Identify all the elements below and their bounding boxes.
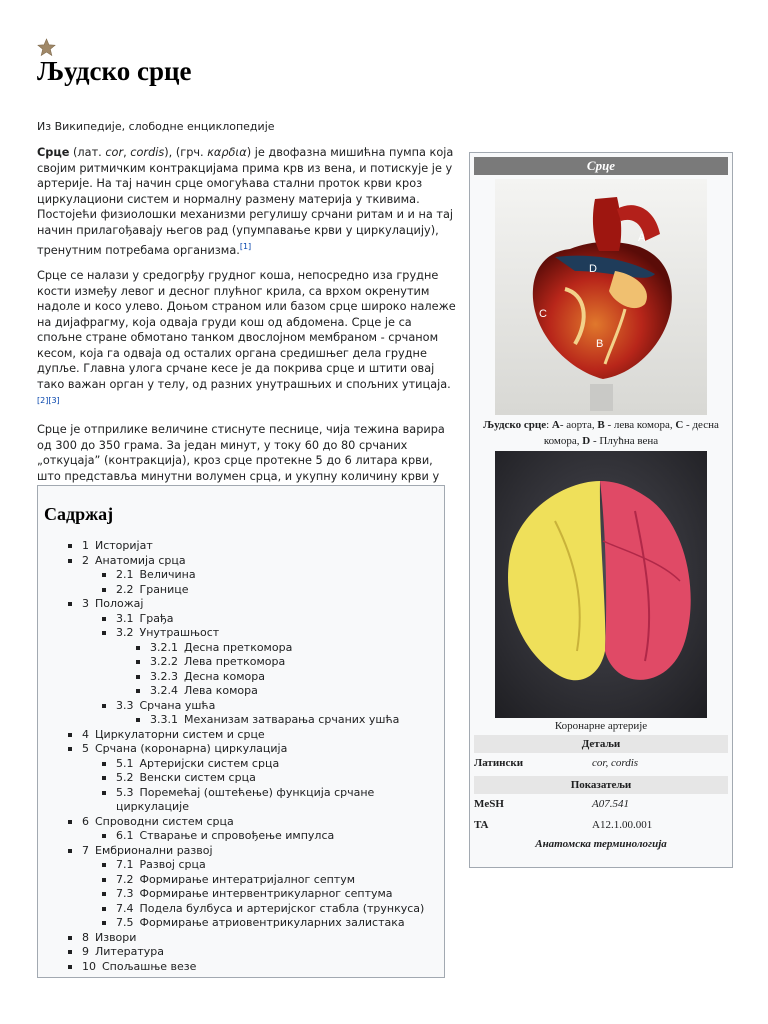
toc-item-number: 5.2 [116, 771, 134, 784]
text-fragment: (лат. [69, 146, 106, 159]
caption-text: - аорта, [559, 419, 598, 431]
label-c: C [539, 308, 547, 320]
identifiers-header: Показатељи [474, 776, 728, 794]
label-a: A [638, 232, 646, 244]
text-fragment: , [123, 146, 131, 159]
toc-item-label: Величина [139, 568, 196, 581]
toc-item-label: Формирање интервентрикуларног септума [139, 887, 393, 900]
caption-text: - Плућна вена [590, 435, 659, 447]
toc-item[interactable] [44, 626, 438, 641]
toc-item-number: 7 [82, 843, 89, 857]
toc-item[interactable] [44, 728, 438, 743]
anatomical-terminology-link[interactable]: Анатомска терминологија [535, 838, 667, 850]
toc-item-label: Лева преткомора [184, 655, 286, 668]
toc-item-number: 3.3.1 [150, 713, 178, 726]
toc-item[interactable] [44, 786, 438, 815]
infobox-title: Срце [474, 157, 728, 175]
toc-item-label: Границе [139, 582, 189, 596]
toc-item-number: 4 [82, 727, 89, 741]
text-fragment: Срце се налази у средогрђу грудног коша, непосредно иза грудне кости између левог и десног плућног крила, са врхом окренутим надоле и косо улево. Доњом страном или базом срце широко належе на дијафрагму, која одваја груди кош од абдомена. Срце је са спољне стране обмотано танком двослојном мембраном - срчаном кесом, која га одваја од осталих органа средишњег дела грудне дупље. Главна улога срчане кесе је да покрива срце и штити овај тако важан орган у телу, од разних унутрашњих и спољних утицаја. [37, 268, 456, 392]
toc-item-number: 2.2 [116, 582, 134, 596]
toc-item-label: Грађа [139, 611, 174, 625]
toc-item-number: 7.3 [116, 887, 134, 900]
toc-item-number: 7.4 [116, 901, 134, 915]
greek-term: καρδια [207, 146, 247, 159]
toc-item-number: 8 [82, 930, 89, 944]
toc-item[interactable] [44, 539, 438, 554]
toc-item-number: 5.3 [116, 785, 134, 799]
toc-item[interactable] [44, 597, 438, 612]
featured-star-icon [37, 38, 56, 57]
toc-item-label: Историјат [95, 539, 153, 552]
toc-title: Садржај [44, 504, 114, 524]
toc-item-label: Спољашње везе [102, 959, 197, 973]
toc-item[interactable] [44, 945, 438, 960]
latin-term-2: cordis [130, 146, 165, 159]
toc-item-label: Венски систем срца [139, 771, 256, 784]
toc-item-label: Развој срца [139, 858, 206, 871]
toc-item-label: Срчана (коронарна) циркулација [95, 742, 288, 755]
toc-item-number: 3.2.2 [150, 655, 178, 668]
ta-row [474, 815, 728, 836]
toc-item-number: 7.1 [116, 858, 134, 871]
toc-item-label: Циркулаторни систем и срце [95, 727, 265, 741]
caption-lead: Људско срце [483, 419, 547, 431]
label-b: B [596, 338, 604, 350]
toc-item-label: Механизам затварања срчаних ушћа [184, 713, 400, 726]
mesh-value[interactable]: A07.541 [592, 798, 629, 810]
toc-item-label: Лева комора [184, 684, 258, 697]
heart-model-image[interactable] [495, 179, 707, 415]
ta-label[interactable]: TA [474, 819, 489, 831]
latin-row [474, 753, 728, 774]
toc-item[interactable] [44, 887, 438, 902]
toc-item[interactable] [44, 713, 438, 728]
toc-item-label: Положај [95, 597, 144, 610]
caption-key: B [597, 419, 605, 431]
toc-item[interactable] [44, 829, 438, 844]
toc-item-label: Унутрашњост [139, 626, 220, 639]
toc-item-number: 3.2 [116, 626, 134, 639]
toc-item[interactable] [44, 699, 438, 714]
term-bold: Срце [37, 146, 70, 159]
reference-link[interactable]: [1] [239, 241, 252, 251]
toc-item-label: Литература [95, 945, 164, 958]
toc-item[interactable] [44, 844, 438, 859]
toc-item-number: 3.2.4 [150, 684, 178, 697]
toc-item-label: Десна комора [184, 669, 265, 683]
toc-item[interactable] [44, 960, 438, 975]
toc-item-number: 10 [82, 959, 96, 973]
toc-item-number: 3.2.1 [150, 640, 178, 654]
toc-item-number: 1 [82, 539, 89, 552]
reference-link[interactable]: [2][3] [37, 395, 60, 405]
toc-item[interactable] [44, 916, 438, 931]
toc-item[interactable] [44, 873, 438, 888]
toc-item-number: 7.2 [116, 872, 134, 886]
toc-item-label: Ембрионални развој [95, 843, 213, 857]
toc-item-label: Анатомија срца [95, 553, 186, 567]
toc-item-number: 9 [82, 945, 89, 958]
toc-item[interactable] [44, 931, 438, 946]
toc-item-label: Стварање и спровођење импулса [139, 829, 335, 842]
details-header: Детаљи [474, 735, 728, 753]
toc-item-number: 2.1 [116, 568, 134, 581]
toc-item-number: 7.5 [116, 916, 134, 929]
image-caption-2: Коронарне артерије [554, 720, 648, 732]
toc-item-number: 6 [82, 814, 89, 828]
ta-value: A12.1.00.001 [592, 819, 653, 831]
toc-item-label: Извори [95, 930, 137, 944]
latin-term: cor [105, 146, 124, 159]
toc-list [44, 539, 438, 974]
toc-item-number: 3 [82, 597, 89, 610]
toc-item-number: 3.1 [116, 611, 134, 625]
caption-text: - лева комора, [604, 419, 676, 431]
toc-item[interactable] [44, 554, 438, 569]
mesh-row [474, 794, 728, 815]
latin-label: Латински [474, 757, 524, 769]
text-fragment: Срце је отприлике величине стиснуте песнице, чија тежина варира од 300 до 350 грама. За један минут, у току 60 до 80 срчаних „откуцаја” (контракција), кроз срце протекне 5 до 6 литара крви, што представља минутни волумен срца, и укупну количину крви у [37, 423, 445, 483]
toc-item-label: Десна преткомора [184, 640, 293, 654]
intro-paragraph-2 [37, 268, 457, 412]
toc-item-number: 3.2.3 [150, 669, 178, 683]
toc-item-number: 3.3 [116, 698, 134, 712]
toc-item-number: 5 [82, 742, 89, 755]
text-fragment: ), (грч. [164, 146, 208, 159]
toc-item-label: Формирање атриовентрикуларних залистака [139, 916, 405, 929]
caption-key: C [675, 419, 684, 431]
tagline: Из Википедије, слободне енциклопедије [37, 120, 275, 133]
toc-item[interactable] [44, 641, 438, 656]
toc-item[interactable] [44, 858, 438, 873]
mesh-label[interactable]: MeSH [474, 798, 504, 810]
toc-item[interactable] [44, 742, 438, 757]
toc-item-number: 5.1 [116, 756, 134, 770]
intro-paragraph-1 [37, 145, 457, 258]
label-d: D [589, 263, 597, 275]
toc-item-number: 6.1 [116, 829, 134, 842]
toc-item[interactable] [44, 815, 438, 830]
toc-item[interactable] [44, 612, 438, 627]
toc-item-label: Артеријски систем срца [139, 756, 280, 770]
infobox [469, 152, 733, 868]
caption-text: - десна комора, [543, 419, 719, 447]
toc-item[interactable] [44, 771, 438, 786]
toc-item-label: Спроводни систем срца [95, 814, 234, 828]
toc-item-label: Подела булбуса и артеријског стабла (трункуса) [139, 901, 425, 915]
toc-item-label: Поремећај (оштећење) функција срчане циркулације [116, 785, 375, 813]
toc-item[interactable] [44, 684, 438, 699]
toc-item[interactable] [44, 583, 438, 598]
toc-item-number: 2 [82, 553, 89, 567]
toc-item-label: Формирање интератријалног септум [139, 872, 356, 886]
toc-item-label: Срчана ушћа [139, 698, 216, 712]
toc-item[interactable] [44, 757, 438, 772]
caption-key: A [551, 419, 560, 431]
toc-item[interactable] [44, 568, 438, 583]
toc-item[interactable] [44, 670, 438, 685]
caption-key: D [582, 435, 591, 447]
latin-value: cor, cordis [592, 757, 639, 769]
table-of-contents [37, 485, 445, 978]
text-fragment: ) је двофазна мишићна пумпа која својим ритмичким контракцијама прима крв из вена, и потискује је у артерије. На тај начин срце омогућава стални проток крви кроз циркулациони систем и нормалну размену материја у ткивима. Постојећи физиолошки механизми регулишу срчани ритам и и на тај начин прилагођавају његов рад (упумпавање крви у циркулацију), тренутним потребама организма. [37, 146, 454, 257]
image-caption-1: Људско срце: A- аорта, B - лева комора, C - десна комора, D - Плућна вена [483, 419, 719, 447]
coronary-arteries-image[interactable] [495, 451, 707, 718]
toc-item[interactable] [44, 655, 438, 670]
toc-item[interactable] [44, 902, 438, 917]
article-body [37, 145, 457, 514]
page-title: Људско срце [37, 56, 192, 86]
